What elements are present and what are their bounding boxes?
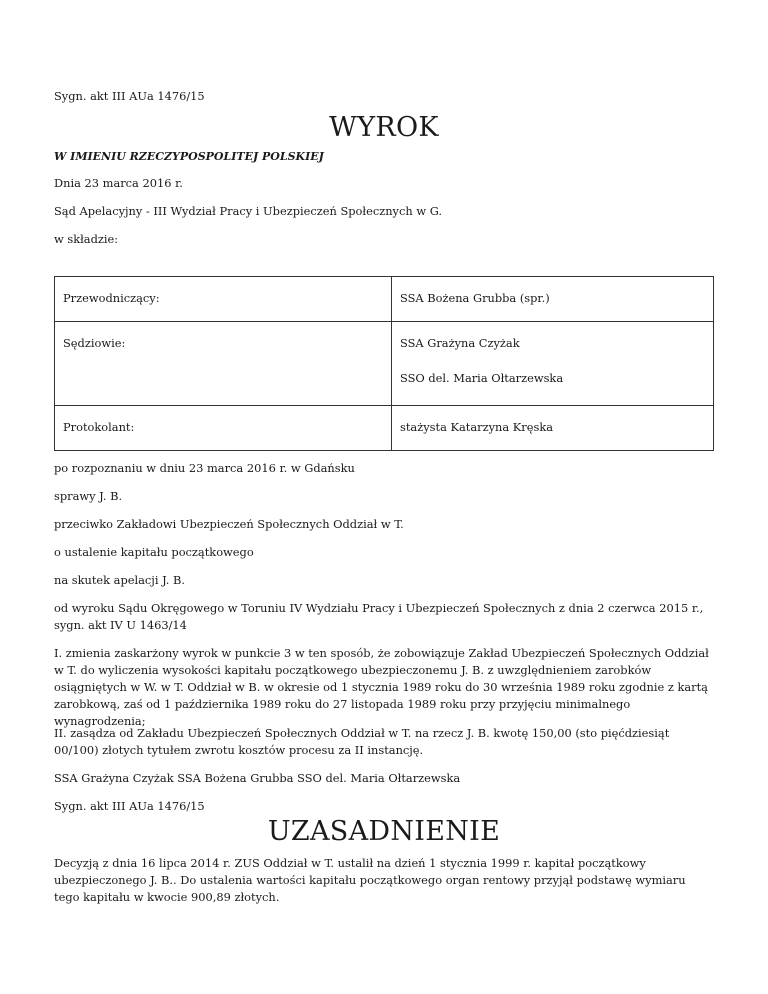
panel-row-clerk bbox=[55, 406, 714, 451]
court-line: Sąd Apelacyjny - III Wydział Pracy i Ubezpieczeń Społecznych w G. bbox=[54, 204, 443, 218]
judgment-title: WYROK bbox=[329, 112, 439, 143]
case-number-bottom: Sygn. akt III AUa 1476/15 bbox=[54, 799, 205, 813]
panel-row-judges bbox=[55, 322, 714, 406]
ruling-point-1: I. zmienia zaskarżony wyrok w punkcie 3 w ten sposób, że zobowiązuje Zakład Ubezpieczeń Społecznych Oddział w T. do wyliczenia wysokości kapitału początkowego ubezpieczonemu J. B. z uwzględnieniem zarobków osiągniętych w W. w T. Oddział w B. w okresie od 1 stycznia 1989 roku do 30 września 1989 roku zgodnie z kartą zarobkową, zaś od 1 października 1989 roku do 27 listopada 1989 roku przy przyjęciu minimalnego wynagrodzenia; bbox=[54, 646, 709, 728]
judge-name: SSO del. Maria Ołtarzewska bbox=[400, 371, 564, 385]
chair-label: Przewodniczący: bbox=[55, 277, 392, 322]
body-line: o ustalenie kapitału początkowego bbox=[54, 545, 254, 559]
body-line: sprawy J. B. bbox=[54, 489, 123, 503]
judges-values bbox=[392, 322, 714, 406]
judge-name: SSA Grażyna Czyżak bbox=[400, 336, 520, 350]
judges-label: Sędziowie: bbox=[55, 322, 392, 406]
justification-title: UZASADNIENIE bbox=[267, 816, 501, 847]
date-line: Dnia 23 marca 2016 r. bbox=[54, 176, 183, 190]
chair-value: SSA Bożena Grubba (spr.) bbox=[392, 277, 714, 322]
judgment-subtitle: W IMIENIU RZECZYPOSPOLITEJ POLSKIEJ bbox=[54, 150, 324, 163]
case-number-top: Sygn. akt III AUa 1476/15 bbox=[54, 89, 205, 103]
composition-label: w składzie: bbox=[54, 232, 119, 246]
panel-row-chair bbox=[55, 277, 714, 322]
clerk-label: Protokolant: bbox=[55, 406, 392, 451]
justification-text: Decyzją z dnia 16 lipca 2014 r. ZUS Oddział w T. ustalił na dzień 1 stycznia 1999 r. kapitał początkowy ubezpieczonego J. B.. Do ustalenia wartości kapitału początkowego organ rentowy przyjął podstawę wymiaru tego kapitału w kwocie 900,89 złotych. bbox=[54, 856, 686, 904]
body-line: przeciwko Zakładowi Ubezpieczeń Społecznych Oddział w T. bbox=[54, 517, 404, 531]
panel-table bbox=[54, 276, 714, 451]
body-line: po rozpoznaniu w dniu 23 marca 2016 r. w Gdańsku bbox=[54, 461, 355, 475]
body-line: na skutek apelacji J. B. bbox=[54, 573, 186, 587]
signatures: SSA Grażyna Czyżak SSA Bożena Grubba SSO del. Maria Ołtarzewska bbox=[54, 771, 461, 785]
appeal-from: od wyroku Sądu Okręgowego w Toruniu IV Wydziału Pracy i Ubezpieczeń Społecznych z dnia 2 czerwca 2015 r., sygn. akt IV U 1463/14 bbox=[54, 601, 704, 632]
clerk-value: stażysta Katarzyna Kręska bbox=[392, 406, 714, 451]
ruling-point-2: II. zasądza od Zakładu Ubezpieczeń Społecznych Oddział w T. na rzecz J. B. kwotę 150,00 (sto pięćdziesiąt 00/100) złotych tytułem zwrotu kosztów procesu za II instancję. bbox=[54, 726, 670, 757]
